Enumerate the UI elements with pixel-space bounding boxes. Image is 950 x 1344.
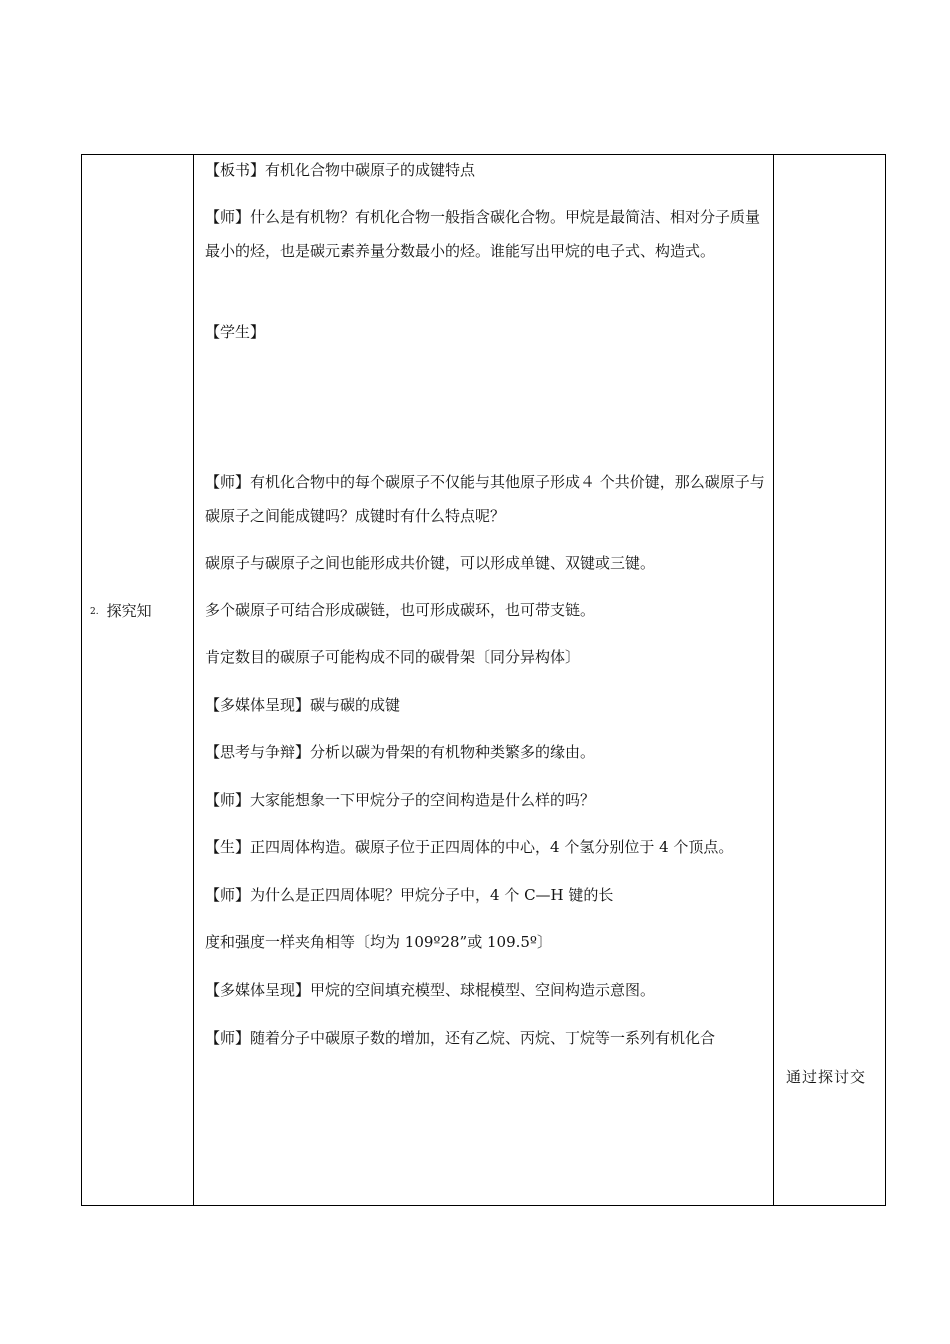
paragraph-multimedia-1: 【多媒体呈现】碳与碳的成键 <box>205 696 401 714</box>
paragraph-teacher-shape: 【师】大家能想象一下甲烷分子的空间构造是什么样的吗？ <box>205 791 596 809</box>
paragraph-teacher-alkanes: 【师】随着分子中碳原子数的增加，还有乙烷、丙烷、丁烷等一系列有机化合 <box>205 1029 716 1047</box>
paragraph-students: 【学生】 <box>205 323 266 341</box>
paragraph-student-answer: 【生】正四周体构造。碳原子位于正四周体的中心，4 个氢分别位于 4 个顶点。 <box>205 838 734 856</box>
paragraph-discussion: 【思考与争辩】分析以碳为骨架的有机物种类繁多的缘由。 <box>205 743 596 761</box>
paragraph-chains: 多个碳原子可结合形成碳链，也可形成碳环，也可带支链。 <box>205 601 596 619</box>
section-number: 2. <box>90 607 99 617</box>
paragraph-multimedia-2: 【多媒体呈现】甲烷的空间填充模型、球棍模型、空间构造示意图。 <box>205 981 656 999</box>
paragraph-board-note: 【板书】有机化合物中碳原子的成键特点 <box>205 161 476 179</box>
section-title: 探究知 <box>106 602 152 620</box>
paragraph-bonding: 碳原子与碳原子之间也能形成共价键，可以形成单键、双键或三键。 <box>205 554 656 572</box>
column-divider-right <box>773 155 774 1205</box>
notes-cell-text: 通过探讨交 <box>786 1068 867 1086</box>
paragraph-teacher-why: 【师】为什么是正四周体呢？甲烷分子中，4 个 C—H 键的长 <box>205 886 614 904</box>
paragraph-isomers: 肯定数目的碳原子可能构成不同的碳骨架〔同分异构体〕 <box>205 648 581 666</box>
lesson-table <box>81 154 886 1206</box>
paragraph-teacher-intro: 【师】什么是有机物？有机化合物一般指含碳化合物。甲烷是最简洁、相对分子质量最小的烃，也是碳元素养量分数最小的烃。谁能写出甲烷的电子式、构造式。 <box>205 208 761 260</box>
column-divider-left <box>193 155 194 1205</box>
section-label <box>90 600 152 621</box>
paragraph-teacher-question: 【师】有机化合物中的每个碳原子不仅能与其他原子形成４ 个共价键，那么碳原子与碳原子之间能成键吗？成键时有什么特点呢？ <box>205 473 765 525</box>
paragraph-bond-angle: 度和强度一样夹角相等〔均为 109º28”或 109.5º〕 <box>205 933 552 951</box>
